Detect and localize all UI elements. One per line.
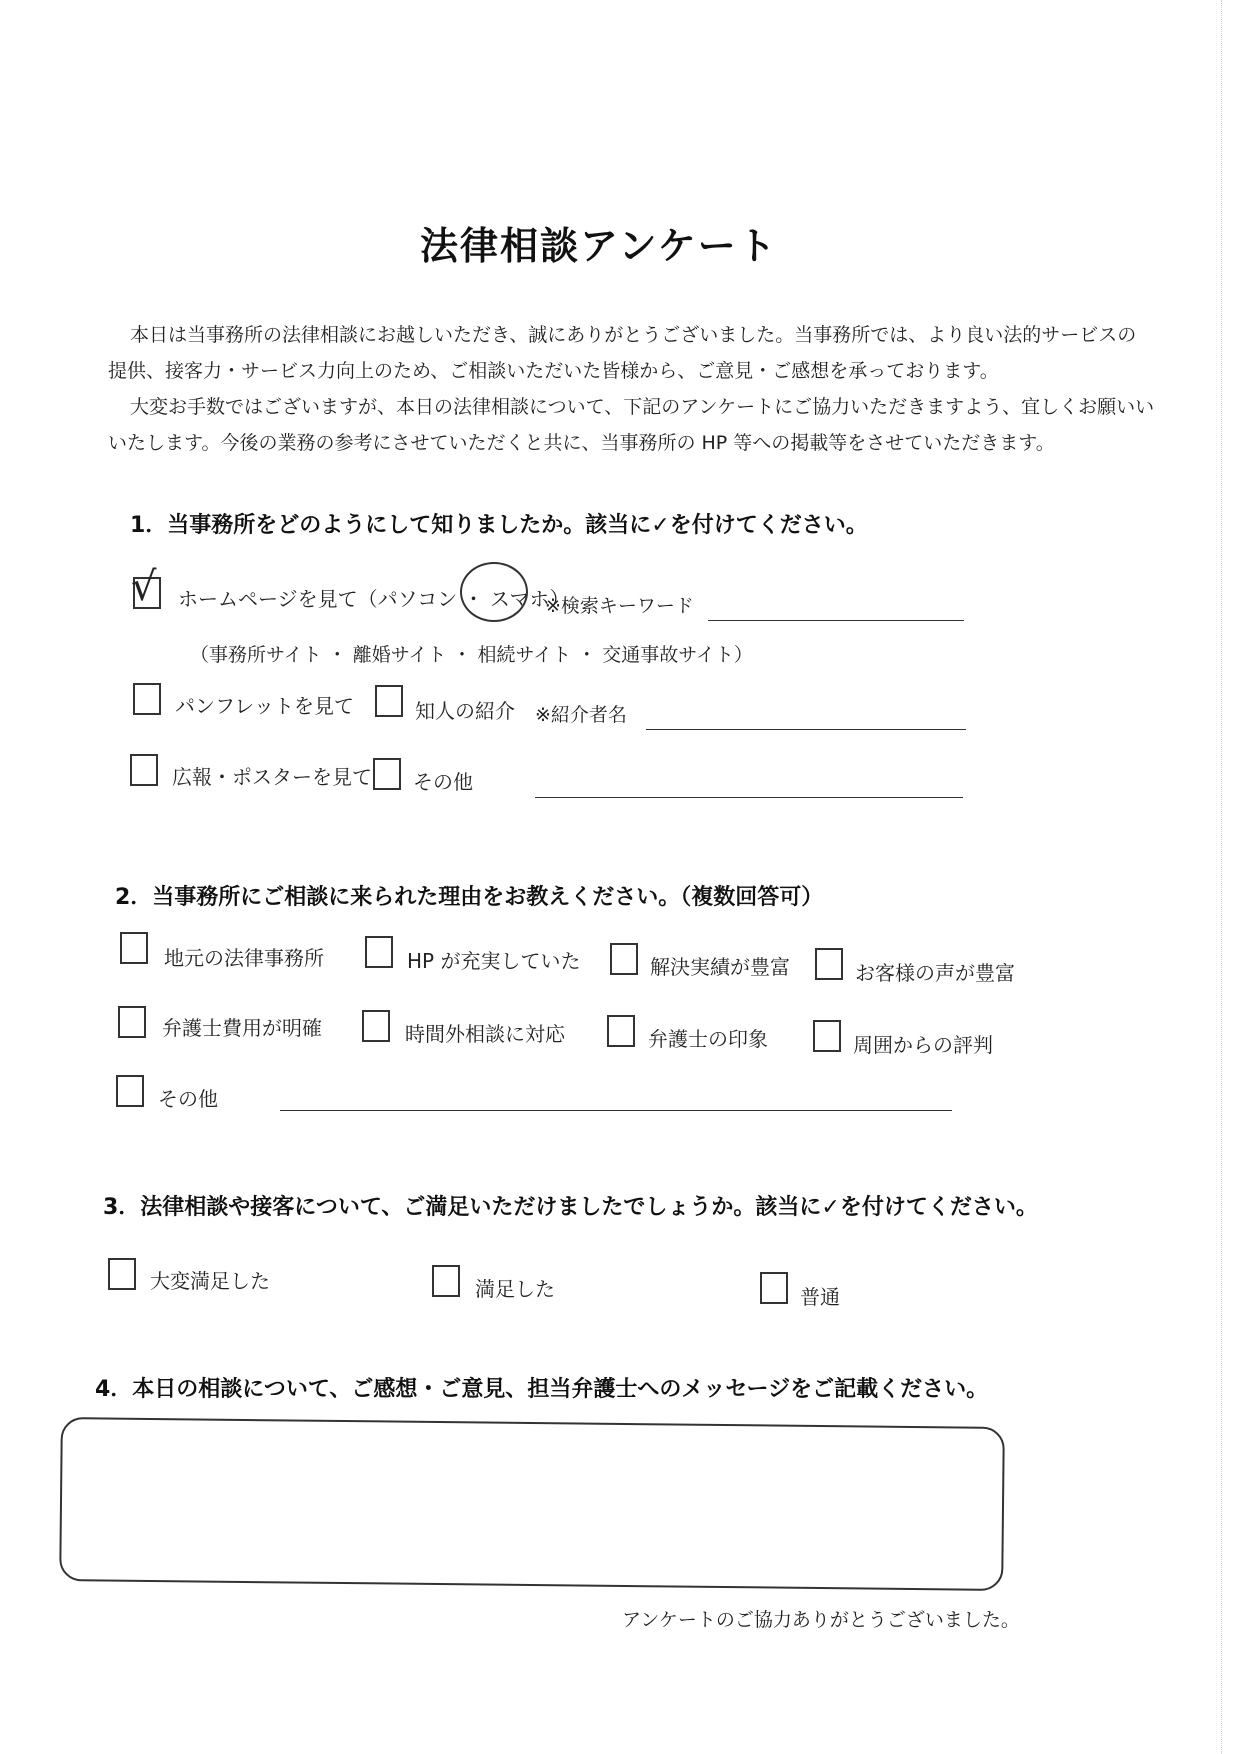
q3-option-checkbox[interactable]	[432, 1265, 460, 1297]
q3-option-label: 満足した	[475, 1277, 555, 1301]
q2-option-label: 周囲からの評判	[853, 1033, 993, 1057]
q4-heading: 4．本日の相談について、ご感想・ご意見、担当弁護士へのメッセージをご記載ください。	[95, 1377, 989, 1402]
q2-other-field[interactable]	[280, 1110, 952, 1111]
q3-option-checkbox[interactable]	[760, 1272, 788, 1304]
answer-circle-mark	[460, 562, 528, 622]
page-title: 法律相談アンケート	[420, 224, 778, 268]
q3-option-label: 大変満足した	[150, 1269, 270, 1293]
q2-option-label: お客様の声が豊富	[855, 961, 1015, 985]
q2-option-checkbox[interactable]	[362, 1010, 390, 1042]
q2-option-label: 時間外相談に対応	[405, 1022, 565, 1046]
q1-other-label: その他	[413, 770, 473, 794]
q2-option-checkbox[interactable]	[813, 1020, 841, 1052]
q1-keyword-label: ※検索キーワード	[545, 595, 694, 617]
q1-other-field[interactable]	[535, 797, 963, 798]
q3-option-label: 普通	[800, 1285, 840, 1309]
q1-referrer-field[interactable]	[646, 729, 966, 730]
q2-heading: 2．当事務所にご相談に来られた理由をお教えください。（複数回答可）	[115, 885, 824, 910]
q2-option-checkbox[interactable]	[120, 932, 148, 964]
q2-option-checkbox[interactable]	[607, 1015, 635, 1047]
q2-option-checkbox[interactable]	[365, 936, 393, 968]
intro-line-3: 大変お手数ではございますが、本日の法律相談について、下記のアンケートにご協力いただきますよう、宜しくお願いい	[130, 396, 1155, 418]
q2-other-checkbox[interactable]	[116, 1075, 144, 1107]
q1-homepage-label: ホームページを見て（パソコン ・ スマホ）	[178, 587, 570, 611]
q1-keyword-field[interactable]	[708, 620, 964, 621]
comment-box[interactable]	[59, 1417, 1005, 1591]
footer-thanks: アンケートのご協力ありがとうございました。	[622, 1609, 1020, 1631]
intro-line-4: いたします。今後の業務の参考にさせていただくと共に、当事務所の HP 等への掲載等をさせていただきます。	[108, 432, 1055, 454]
q2-option-label: 地元の法律事務所	[164, 946, 324, 970]
q1-referral-label: 知人の紹介	[415, 699, 515, 723]
q1-pamphlet-label: パンフレットを見て	[175, 694, 354, 718]
q1-heading: 1．当事務所をどのようにして知りましたか。該当に✓を付けてください。	[130, 513, 868, 538]
q1-poster-checkbox[interactable]	[130, 754, 158, 786]
scan-edge	[1221, 0, 1222, 1754]
q1-sites-label: （事務所サイト ・ 離婚サイト ・ 相続サイト ・ 交通事故サイト）	[190, 644, 753, 666]
q2-option-label: 弁護士費用が明確	[162, 1016, 322, 1040]
q2-option-checkbox[interactable]	[610, 943, 638, 975]
q2-option-checkbox[interactable]	[815, 948, 843, 980]
q3-option-checkbox[interactable]	[108, 1258, 136, 1290]
q2-option-label: HP が充実していた	[407, 949, 581, 973]
check-mark-icon: √	[131, 564, 157, 610]
q3-heading: 3．法律相談や接客について、ご満足いただけましたでしょうか。該当に✓を付けてください。	[103, 1195, 1038, 1220]
q2-option-label: 弁護士の印象	[648, 1027, 768, 1051]
q2-option-checkbox[interactable]	[118, 1006, 146, 1038]
q2-other-label: その他	[158, 1087, 218, 1111]
intro-line-2: 提供、接客力・サービス力向上のため、ご相談いただいた皆様から、ご意見・ご感想を承っております。	[108, 360, 999, 382]
q1-other-checkbox[interactable]	[373, 758, 401, 790]
q1-referrer-label: ※紹介者名	[535, 704, 627, 726]
intro-line-1: 本日は当事務所の法律相談にお越しいただき、誠にありがとうございました。当事務所では、より良い法的サービスの	[130, 324, 1137, 346]
q1-poster-label: 広報・ポスターを見て	[172, 765, 372, 789]
q1-referral-checkbox[interactable]	[375, 685, 403, 717]
q2-option-label: 解決実績が豊富	[650, 955, 790, 979]
q1-pamphlet-checkbox[interactable]	[133, 683, 161, 715]
